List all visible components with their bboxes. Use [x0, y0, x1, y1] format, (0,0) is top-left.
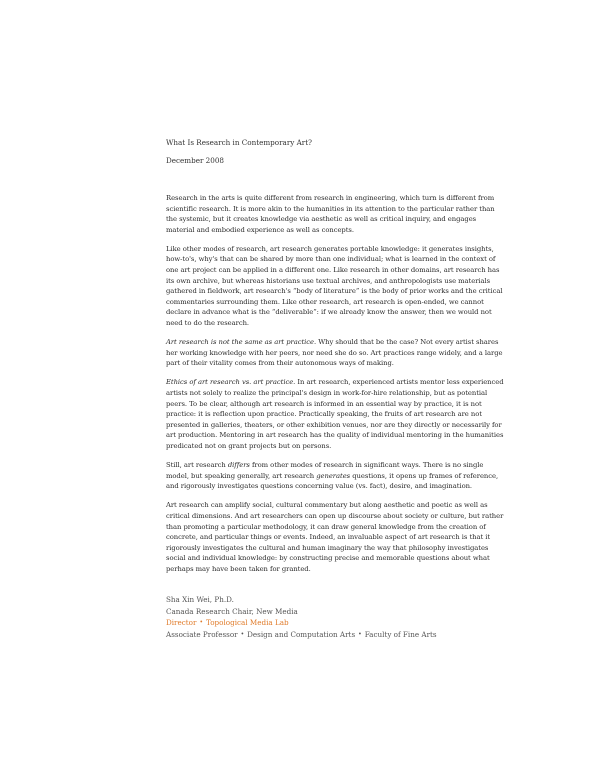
- paragraph-5: [166, 460, 506, 492]
- paragraph-6-text: Art research can amplify social, cultural commentary but along aesthetic and poetic as well as critical dimensions. And art researchers can open up discourse about society or culture, but rather than promoting a particular methodology, it can draw general knowledge from the creation of concrete, and particular things or events. Indeed, an invaluable aspect of art research is that it rigorously investigates the cultural and human imaginary the way that philosophy investigates social and individual knowledge: by constructing precise and memorable questions about what perhaps may have been taken for granted.: [166, 501, 504, 573]
- bullet-separator-icon: •: [358, 630, 362, 638]
- document-body: [166, 193, 506, 583]
- paragraph-5-text-middle: from other modes of research in significant ways. There is no single model, but speaking generally, art research: [166, 461, 484, 480]
- paragraph-2: [166, 244, 506, 329]
- paragraph-3-text: Why should that be the case? Not every artist shares her working knowledge with her peers, nor need she do so. Art practices range widely, and a large part of their vitality comes from their autonomous ways of making.: [166, 338, 503, 368]
- paragraph-5-text-before: Still, art research: [166, 461, 228, 470]
- bullet-separator-icon: •: [240, 630, 245, 638]
- signature-name: Sha Xin Wei, Ph.D.: [166, 595, 234, 604]
- paragraph-5-text-after: questions, it opens up frames of reference, and rigorously investigates questions concerning value (vs. fact), desire, and imagination.: [166, 471, 499, 491]
- paragraph-6: [166, 500, 506, 574]
- paragraph-3: [166, 337, 506, 369]
- signature-affiliation-line: [166, 629, 506, 641]
- paragraph-1-text: Research in the arts is quite different from research in engineering, which turn is different from scientific research. It is more akin to the humanities in its attention to the particular rather than the systemic, but it creates knowledge via aesthetic as well as critical inquiry, and engages material and embodied experience as well as concepts.: [166, 194, 495, 234]
- signature-faculty: Faculty of Fine Arts: [364, 629, 437, 639]
- paragraph-4: [166, 377, 506, 451]
- signature-lab-name: Topological Media Lab: [205, 618, 289, 628]
- paragraph-4-text: In art research, experienced artists mentor less experienced artists not solely to realize the principal's design in work-for-hire relationship, but as potential peers. To be clear, although art research is informed in an essential way by practice, it is not practice: it is reflection upon practice. Practically speaking, the fruits of art research are not presented in galleries, theaters, or other exhibition venues, nor are they directly or necessarily for art production. Mentoring in art research has the quality of individual mentoring in the humanities predicated not on grant projects but on persons.: [166, 378, 504, 450]
- signature-department: Design and Computation Arts: [247, 629, 356, 639]
- paragraph-1: [166, 193, 506, 235]
- paragraph-5-italic-differs: differs: [227, 461, 250, 470]
- signature-block: [166, 594, 506, 640]
- bullet-separator-icon: •: [199, 619, 203, 627]
- paragraph-5-italic-generates: generates: [316, 471, 351, 480]
- document-title: What Is Research in Contemporary Art?: [166, 138, 312, 147]
- signature-chair: Canada Research Chair, New Media: [166, 606, 298, 616]
- signature-lab-line: [166, 617, 506, 629]
- paragraph-3-italic-lead: Art research is not the same as art practice.: [166, 338, 317, 347]
- paragraph-2-text: Like other modes of research, art research generates portable knowledge: it generates insights, how-to's, why's that can be shared by more than one individual; what is learned in the context of one art project can be applied in a different one. Like research in other domains, art research has its own archive, but whereas historians use textual archives, and anthropologists use materials gathered in fieldwork, art research's “body of literature” is the body of prior works and the critical commentaries surrounding them. Like other research, art research is open-ended, we cannot declare in advance what is the “deliverable”: if we already know the answer, then we would not need to do the research.: [166, 244, 503, 328]
- signature-position: Associate Professor: [166, 629, 238, 639]
- signature-director-role: Director: [166, 618, 197, 628]
- document-date: December 2008: [166, 156, 224, 165]
- paragraph-4-italic-lead: Ethics of art research vs. art practice.: [166, 378, 296, 387]
